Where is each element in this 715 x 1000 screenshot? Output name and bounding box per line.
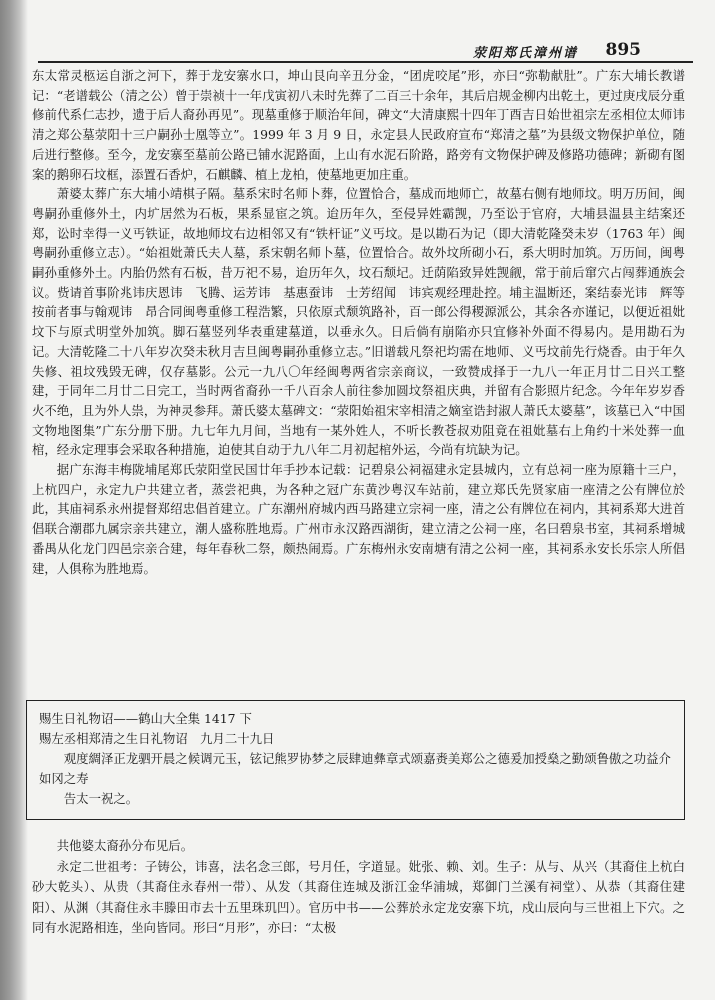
page-number: 895 [605, 40, 641, 60]
paragraph-ancestral-halls: 据广东海丰梅陇埔尾郑氏荥阳堂民国廿年手抄本记载：记碧泉公祠福建永定县城内，立有总祠一座为原籍十三户，上杭四户，永定九户共建立者，蒸尝祀典，为各种之冠广东黄沙粤汉车站前，建立郑氏先贤家庙一座清之公有牌位於此，其庙祠系永州提督郑绍忠倡首建立。广东潮州府城内西马路建立宗祠一座，清之公有牌位在祠内，其祠系郑大进首倡联合潮郡九属宗亲共建立，潮人盛称胜地焉。广州市永汉路西湖街，建立清之公祠一座，名曰碧泉书室，其祠系增城番禺从化龙门四邑宗亲合建，每年春秋二祭，颇热闹焉。广东梅州永安南塘有清之公祠一座，其祠系永安长乐宗人所倡建，人俱称为胜地焉。 [32, 462, 685, 576]
second-generation-entry: 永定二世祖考：子铸公，讳喜，法名念三郎，号月任，字道显。妣张、赖、刘。生子：从与、从兴（其裔住上杭白砂大乾头）、从贵（其裔住永春州一带）、从发（其裔住连城及浙江金华浦城，郑御门兰溪有祠堂）、从恭（其裔住建阳）、从渊（其裔住永丰滕田市去十五里珠玑凹）。官历中书——公葬於永定龙安寨下坑，戍山辰向与三世祖上下穴。之同有水泥路相连，坐向皆同。形曰“月形”，亦曰：“太极 [32, 858, 685, 935]
edict-title: 赐左丞相郑清之生日礼物诏 九月二十九日 [39, 731, 275, 746]
paragraph-tomb-of-qingzhi: 东太常灵柩运自浙之河下，葬于龙安寨水口，坤山艮向辛丑分金，“团虎咬尾”形，亦曰“弥勒献肚”。广东大埔长教谱记：“老谱载公（清之公）曾于崇祯十一年戊寅初八未时先葬了二百三十余年，其后启规金柳内出乾土，更过庚戌辰分重修前代系仁志抄，遗于后人裔孙再见”。现墓重修于顺治年间，碑文“大清康熙十四年丁酉吉日始世祖宗左丞相位太师讳清之郑公墓荥阳十三户嗣孙士凰等立”。1999 年 3 月 9 日，永定县人民政府宣布“郑清之墓”为县级文物保护单位，随后进行整修。至今，龙安寨至墓前公路已铺水泥路面，上山有水泥石阶路，路旁有文物保护碑及修路功德碑；新砌有图案的鹅卵石坟框，添置石香炉，石麒麟、植上龙柏，使墓地更加庄重。 [32, 68, 685, 182]
imperial-edict-box [26, 700, 685, 820]
edict-body: 观度綢泽正龙驷开晨之候调元玉，铉记熊罗协梦之辰肆迪彝章式颂嘉赉美郑公之德爰加授燊之勤颂鲁傲之功益介如冈之寿 [39, 751, 671, 786]
header-rule [38, 61, 693, 63]
page-header [38, 40, 693, 62]
running-title: 荥阳郑氏漳州谱 [472, 46, 578, 61]
main-text [32, 66, 685, 578]
edict-source: 赐生日礼物诏——鹤山大全集 1417 下 [39, 711, 252, 726]
descendants-note: 共他婆太裔孙分布见后。 [56, 838, 194, 853]
edict-closing: 告太一祝之。 [63, 791, 139, 806]
genealogy-text [32, 836, 685, 939]
paragraph-lady-xiao-tomb: 萧婆太葬广东大埔小靖棋子隔。墓系宋时名师卜葬，位置恰合，墓成而地师亡，故墓右侧有地师坟。明万历间，闽粤嗣孙重修外土，内圹居然为石板，果系显宦之筑。迨历年久，至侵异姓霸觊，乃至讼于官府，大埔县温县主结案还郑，讼时幸得一义丐铁证，故地师坟右边相邻又有“铁杆证”义丐坟。是以勘石为记（即大清乾隆癸未岁（1763 年）闽粤嗣孙重修立志）。“始祖妣萧氏夫人墓，系宋朝名师卜墓，位置恰合。故外坟所砌小石，系大明时加筑。万历间，闽粤嗣孙重修外土。内胎仍然有石板，昔万祀不易，迨历年久，坟石颓圮。迁荫陷致异姓觊觎，常于前后窜穴占闯葬通族会议。赀请首事阶兆讳庆恩讳 飞腾、运芳讳 基惠蚕讳 士芳绍闻 讳宾观经理赴控。埔主温断还，案结泰光讳 辉等按前者事与翰观讳 昂合同闽粤重修工程浩繁，只依原式颓筑路补，百一郎公得稷源派公，其余各亦谨记，以便近祖妣坟下与原式明堂外加筑。脚石墓竖列华表重建墓道，以垂永久。日后倘有崩陷亦只宜修补外面不得易内。是用勘石为记。大清乾隆二十八年岁次癸未秋月吉旦闽粤嗣孙重修立志。”旧谱载凡祭祀均需在地师、义丐坟前先行烧香。由于年久失修、祖坟残毁无碑，仅存墓影。公元一九八〇年经闽粤两省宗亲商议，一致赞成择于一九八一年正月廿二日兴工整建，于同年二月廿二日完工，当时两省裔孙一千八百余人前往参加圆坟祭祖庆典，并留有合影照片纪念。今年年岁岁香火不绝，且为外人祟，为神灵参拜。萧氏婆太墓碑文：“荥阳始祖宋宰相清之嫡室诰封淑人萧氏太婆墓”，该墓已入“中国文物地图集”广东分册下册。九七年九月间，当地有一某外姓人，不听长教苍叔劝阻竟在祖妣墓右上角约十米处葬一血棺，经永定理事会采取各种措施，迫使其自动于九八年二月初起棺外运，今尚有坑缺为记。 [32, 186, 685, 458]
page-binding-shadow [0, 0, 28, 1000]
